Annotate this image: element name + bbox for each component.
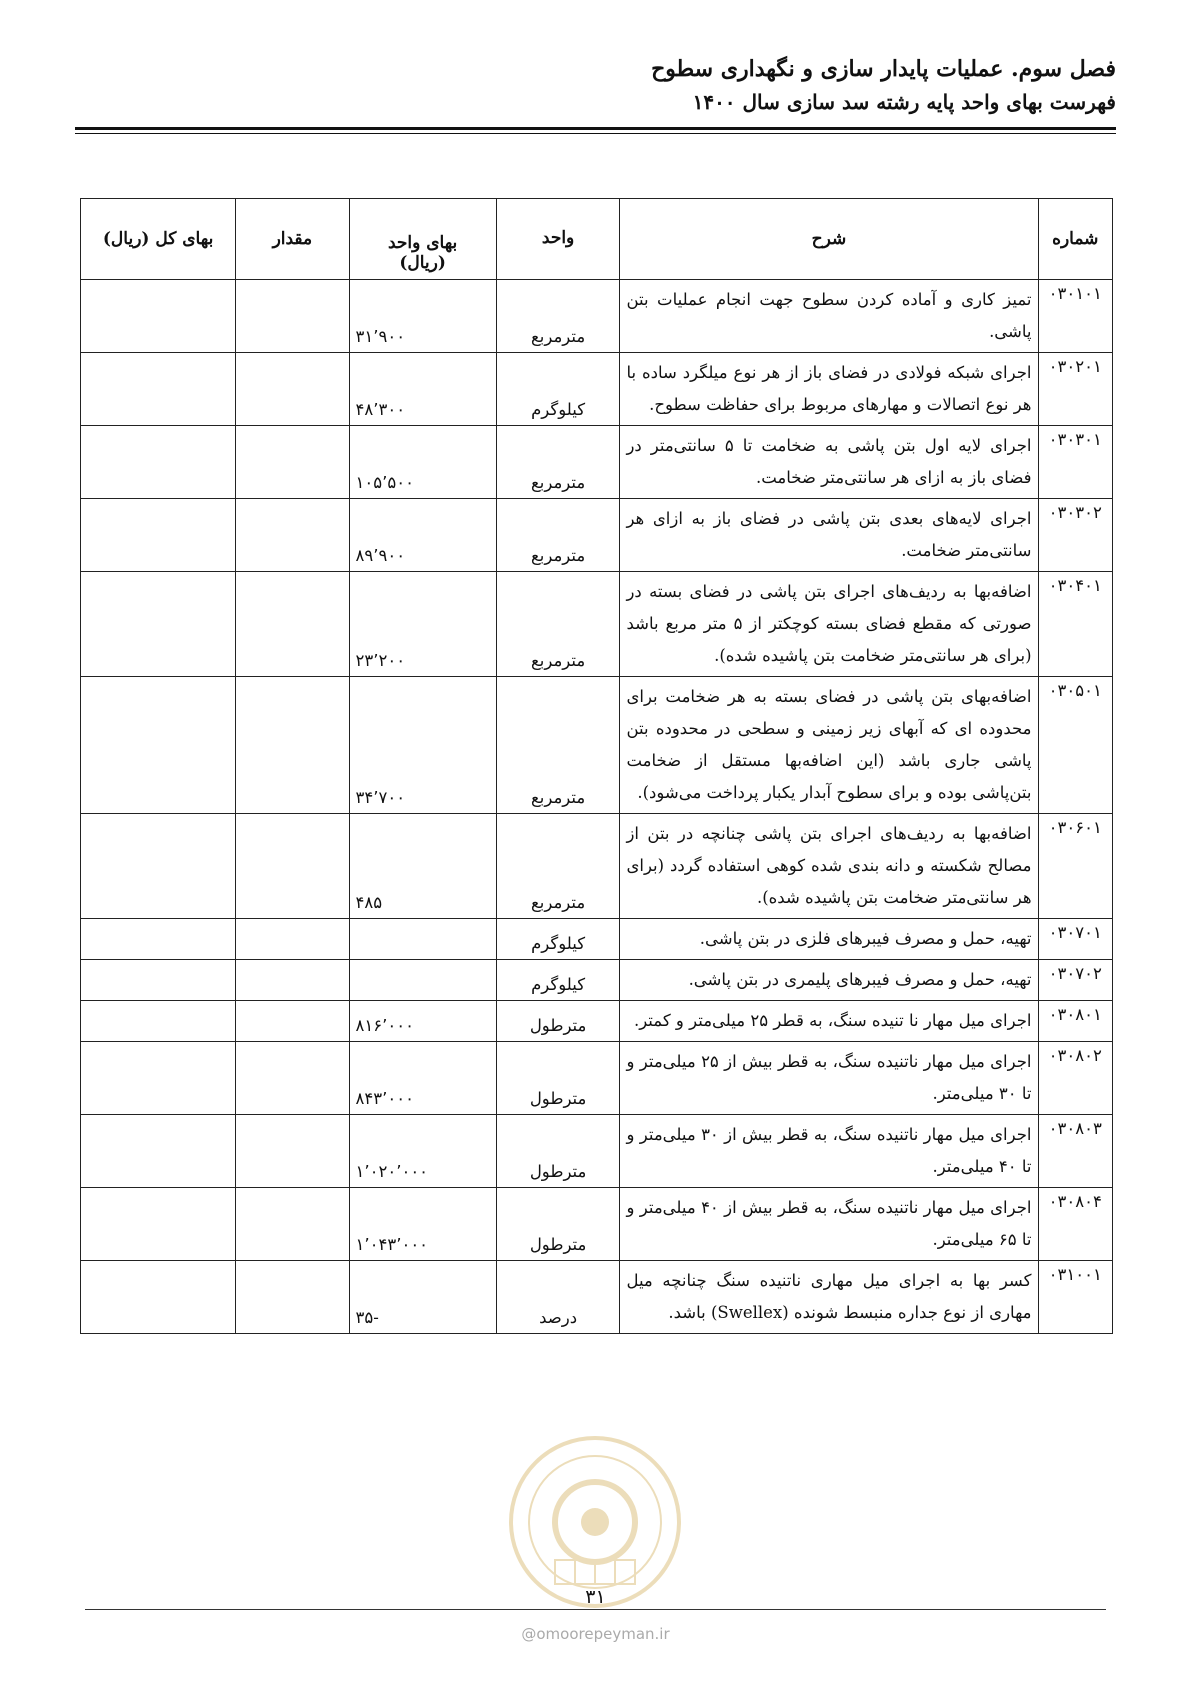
column-header-unit: واحد bbox=[496, 199, 620, 280]
row-description: اضافه‌بهای بتن پاشی در فضای بسته به هر ضخامت برای محدوده ای که آبهای زیر زمینی و سطحی در محدوده بتن پاشی جاری باشد (این اضافه‌بها مستقل از ضخامت بتن‌پاشی بوده و برای سطوح آبدار یکبار پرداخت می‌شود). bbox=[620, 677, 1038, 814]
unit-price-label: بهای واحد bbox=[387, 233, 458, 253]
row-quantity bbox=[236, 572, 349, 677]
row-total-price bbox=[81, 677, 236, 814]
row-quantity bbox=[236, 1188, 349, 1261]
row-unit: مترطول bbox=[496, 1042, 620, 1115]
row-unit: کیلوگرم bbox=[496, 353, 620, 426]
row-number: ۰۳۰۶۰۱ bbox=[1038, 814, 1112, 919]
row-quantity bbox=[236, 960, 349, 1001]
row-total-price bbox=[81, 919, 236, 960]
row-unit: مترمربع bbox=[496, 499, 620, 572]
row-quantity bbox=[236, 1261, 349, 1334]
table-row bbox=[81, 1001, 1113, 1042]
row-quantity bbox=[236, 677, 349, 814]
row-number: ۰۳۱۰۰۱ bbox=[1038, 1261, 1112, 1334]
row-number: ۰۳۰۲۰۱ bbox=[1038, 353, 1112, 426]
row-quantity bbox=[236, 426, 349, 499]
row-total-price bbox=[81, 353, 236, 426]
page-number: ۳۱ bbox=[585, 1586, 606, 1608]
row-description: تهیه، حمل و مصرف فیبرهای فلزی در بتن پاشی. bbox=[620, 919, 1038, 960]
row-description: اجرای میل مهار ناتنیده سنگ، به قطر بیش از ۳۰ میلی‌متر و تا ۴۰ میلی‌متر. bbox=[620, 1115, 1038, 1188]
table-row bbox=[81, 353, 1113, 426]
row-unit-price: ۱٬۰۲۰٬۰۰۰ bbox=[349, 1115, 496, 1188]
row-description: اضافه‌بها به ردیف‌های اجرای بتن پاشی در فضای بسته در صورتی که مقطع فضای بسته کوچکتر از ۵ متر مربع باشد (برای هر سانتی‌متر ضخامت بتن پاشیده شده). bbox=[620, 572, 1038, 677]
row-total-price bbox=[81, 572, 236, 677]
row-total-price bbox=[81, 1001, 236, 1042]
table-row bbox=[81, 1115, 1113, 1188]
row-total-price bbox=[81, 1188, 236, 1261]
row-unit-price: ۴۸٬۳۰۰ bbox=[349, 353, 496, 426]
row-number: ۰۳۰۸۰۱ bbox=[1038, 1001, 1112, 1042]
table-header-row bbox=[81, 199, 1113, 280]
table-row bbox=[81, 426, 1113, 499]
seal-watermark bbox=[505, 1432, 685, 1612]
row-description: اجرای میل مهار ناتنیده سنگ، به قطر بیش از ۴۰ میلی‌متر و تا ۶۵ میلی‌متر. bbox=[620, 1188, 1038, 1261]
chapter-title: فصل سوم. عملیات پایدار سازی و نگهداری سطوح bbox=[651, 56, 1116, 82]
row-unit: مترمربع bbox=[496, 814, 620, 919]
row-total-price bbox=[81, 1261, 236, 1334]
row-quantity bbox=[236, 1115, 349, 1188]
column-header-number: شماره bbox=[1038, 199, 1112, 280]
column-header-unit-price bbox=[349, 199, 496, 280]
row-number: ۰۳۰۳۰۱ bbox=[1038, 426, 1112, 499]
table-body bbox=[81, 280, 1113, 1334]
row-unit: مترمربع bbox=[496, 572, 620, 677]
row-description: تمیز کاری و آماده کردن سطوح جهت انجام عملیات بتن پاشی. bbox=[620, 280, 1038, 353]
row-unit: کیلوگرم bbox=[496, 919, 620, 960]
footer-rule bbox=[85, 1609, 1106, 1610]
row-number: ۰۳۰۷۰۲ bbox=[1038, 960, 1112, 1001]
table-row bbox=[81, 499, 1113, 572]
row-number: ۰۳۰۸۰۴ bbox=[1038, 1188, 1112, 1261]
row-quantity bbox=[236, 499, 349, 572]
row-quantity bbox=[236, 1001, 349, 1042]
row-total-price bbox=[81, 280, 236, 353]
page-header bbox=[75, 52, 1116, 118]
row-quantity bbox=[236, 280, 349, 353]
row-description: اجرای میل مهار نا تنیده سنگ، به قطر ۲۵ میلی‌متر و کمتر. bbox=[620, 1001, 1038, 1042]
table-row bbox=[81, 280, 1113, 353]
row-quantity bbox=[236, 919, 349, 960]
row-description: اجرای میل مهار ناتنیده سنگ، به قطر بیش از ۲۵ میلی‌متر و تا ۳۰ میلی‌متر. bbox=[620, 1042, 1038, 1115]
column-header-description: شرح bbox=[620, 199, 1038, 280]
row-number: ۰۳۰۳۰۲ bbox=[1038, 499, 1112, 572]
header-rule-thin bbox=[75, 133, 1116, 134]
row-unit-price: ۸۱۶٬۰۰۰ bbox=[349, 1001, 496, 1042]
row-description: اضافه‌بها به ردیف‌های اجرای بتن پاشی چنانچه در بتن از مصالح شکسته و دانه بندی شده کوهی استفاده گردد (برای هر سانتی‌متر ضخامت بتن پاشیده شده). bbox=[620, 814, 1038, 919]
row-unit-price: ۳۴٬۷۰۰ bbox=[349, 677, 496, 814]
row-quantity bbox=[236, 814, 349, 919]
row-unit: مترمربع bbox=[496, 677, 620, 814]
table-row bbox=[81, 1042, 1113, 1115]
column-header-quantity: مقدار bbox=[236, 199, 349, 280]
row-number: ۰۳۰۱۰۱ bbox=[1038, 280, 1112, 353]
row-unit-price: ۳۱٬۹۰۰ bbox=[349, 280, 496, 353]
row-description: کسر بها به اجرای میل مهاری ناتنیده سنگ چنانچه میل مهاری از نوع جداره منبسط شونده (Swellex) باشد. bbox=[620, 1261, 1038, 1334]
document-title: فهرست بهای واحد پایه رشته سد سازی سال ۱۴۰۰ bbox=[692, 90, 1116, 114]
table-row bbox=[81, 572, 1113, 677]
row-description: اجرای لایه‌های بعدی بتن پاشی در فضای باز به ازای هر سانتی‌متر ضخامت. bbox=[620, 499, 1038, 572]
row-unit-price: ۱۰۵٬۵۰۰ bbox=[349, 426, 496, 499]
row-unit-price: ۴۸۵ bbox=[349, 814, 496, 919]
row-number: ۰۳۰۵۰۱ bbox=[1038, 677, 1112, 814]
row-unit: مترطول bbox=[496, 1115, 620, 1188]
row-unit-price: ۸۴۳٬۰۰۰ bbox=[349, 1042, 496, 1115]
row-total-price bbox=[81, 1115, 236, 1188]
website-watermark: @omoorepeyman.ir bbox=[521, 1625, 670, 1643]
row-total-price bbox=[81, 499, 236, 572]
row-unit-price bbox=[349, 919, 496, 960]
row-description: تهیه، حمل و مصرف فیبرهای پلیمری در بتن پاشی. bbox=[620, 960, 1038, 1001]
row-unit: مترطول bbox=[496, 1188, 620, 1261]
row-unit: کیلوگرم bbox=[496, 960, 620, 1001]
header-rule-thick bbox=[75, 127, 1116, 130]
table-row bbox=[81, 960, 1113, 1001]
row-unit: مترمربع bbox=[496, 426, 620, 499]
row-total-price bbox=[81, 1042, 236, 1115]
row-unit-price: ۱٬۰۴۳٬۰۰۰ bbox=[349, 1188, 496, 1261]
row-number: ۰۳۰۸۰۳ bbox=[1038, 1115, 1112, 1188]
column-header-total-price: بهای کل (ریال) bbox=[81, 199, 236, 280]
table-row bbox=[81, 814, 1113, 919]
row-description: اجرای لایه اول بتن پاشی به ضخامت تا ۵ سانتی‌متر در فضای باز به ازای هر سانتی‌متر ضخامت. bbox=[620, 426, 1038, 499]
table-row bbox=[81, 1261, 1113, 1334]
row-unit: درصد bbox=[496, 1261, 620, 1334]
row-unit-price bbox=[349, 960, 496, 1001]
row-number: ۰۳۰۴۰۱ bbox=[1038, 572, 1112, 677]
table-row bbox=[81, 677, 1113, 814]
row-number: ۰۳۰۸۰۲ bbox=[1038, 1042, 1112, 1115]
row-description: اجرای شبکه فولادی در فضای باز از هر نوع میلگرد ساده با هر نوع اتصالات و مهارهای مربوط برای حفاظت سطوح. bbox=[620, 353, 1038, 426]
row-number: ۰۳۰۷۰۱ bbox=[1038, 919, 1112, 960]
row-unit: مترمربع bbox=[496, 280, 620, 353]
row-unit-price: ۲۳٬۲۰۰ bbox=[349, 572, 496, 677]
price-list-table bbox=[80, 198, 1113, 1334]
row-unit-price: -۳۵ bbox=[349, 1261, 496, 1334]
row-unit-price: ۸۹٬۹۰۰ bbox=[349, 499, 496, 572]
row-quantity bbox=[236, 1042, 349, 1115]
row-total-price bbox=[81, 426, 236, 499]
row-total-price bbox=[81, 960, 236, 1001]
row-unit: مترطول bbox=[496, 1001, 620, 1042]
table-row bbox=[81, 1188, 1113, 1261]
table-row bbox=[81, 919, 1113, 960]
row-total-price bbox=[81, 814, 236, 919]
row-quantity bbox=[236, 353, 349, 426]
unit-price-currency: (ریال) bbox=[399, 253, 446, 273]
